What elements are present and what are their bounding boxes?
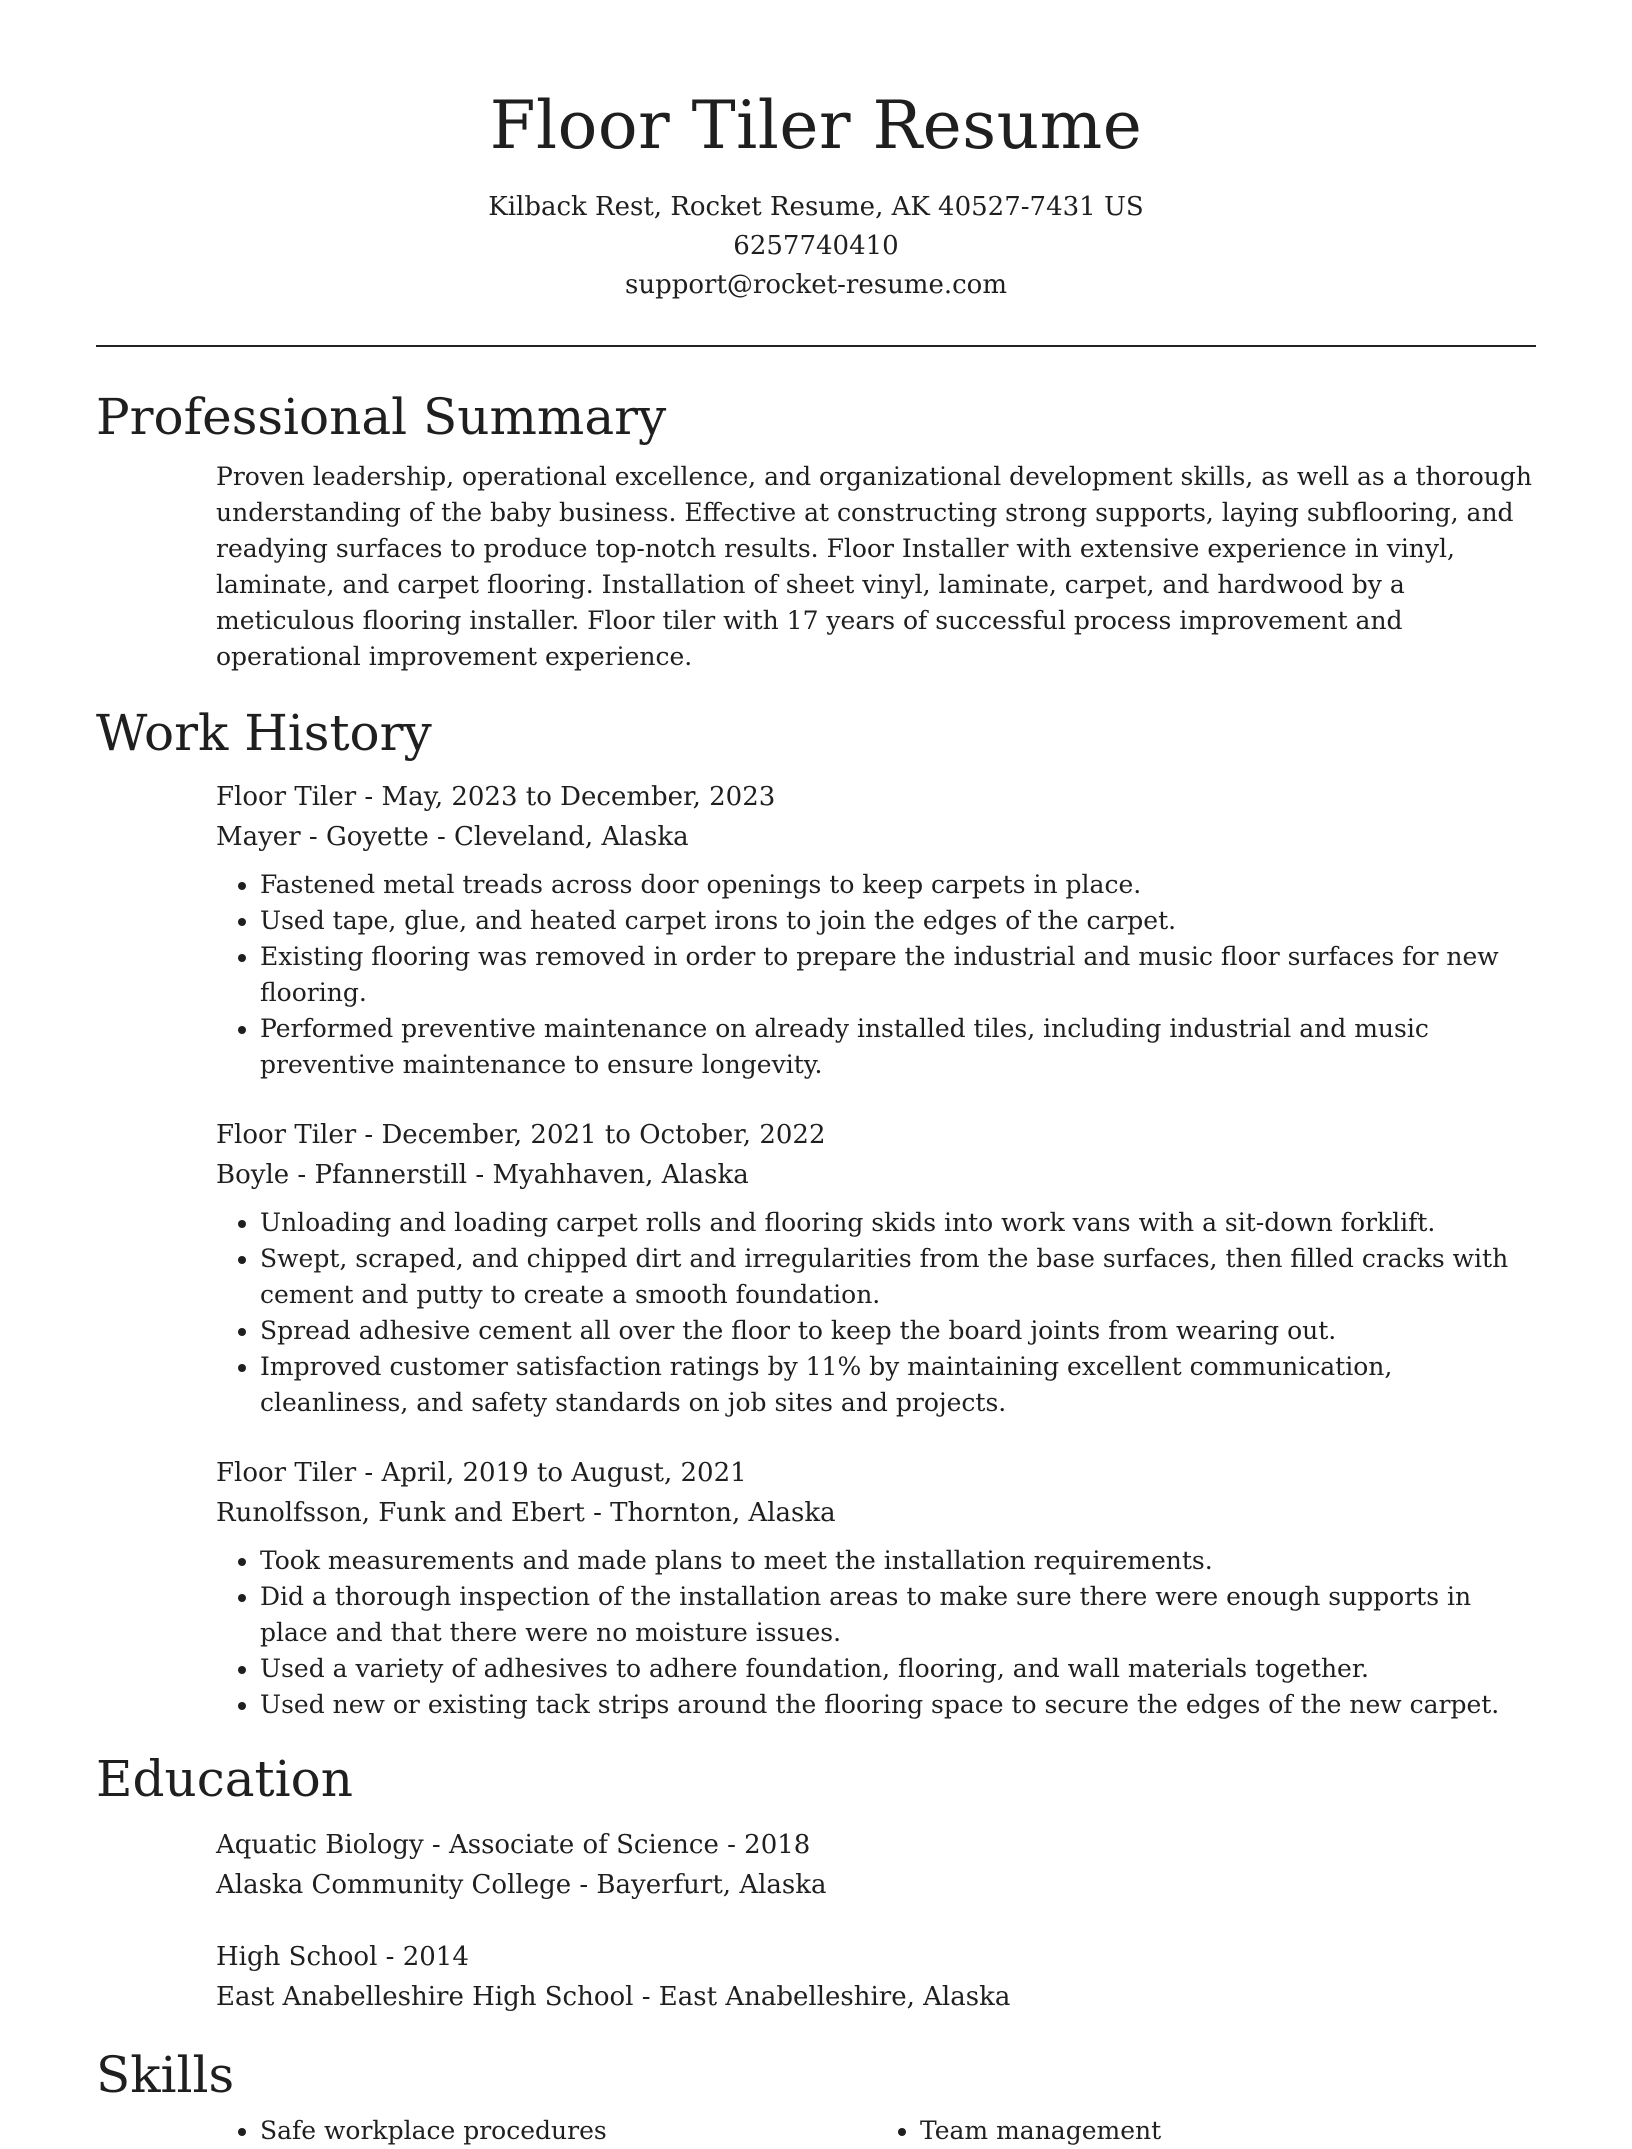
resume-header xyxy=(96,0,1536,305)
work-history-list xyxy=(216,777,1536,1723)
job-bullet: • Fastened metal treads across door openings to keep carpets in place. xyxy=(260,867,1536,903)
summary-section xyxy=(96,387,1536,675)
job-heading: Floor Tiler - December, 2021 to October, 2022 xyxy=(216,1120,826,1150)
skills-section xyxy=(96,2045,1536,2149)
job-bullet: • Unloading and loading carpet rolls and flooring skids into work vans with a sit-down forklift. xyxy=(260,1205,1536,1241)
skills-title: Skills xyxy=(96,2046,235,2104)
job-bullet: • Improved customer satisfaction ratings by 11% by maintaining excellent communication, cleanliness, and safety standards on job sites and projects. xyxy=(260,1349,1536,1421)
job-bullets xyxy=(216,1543,1536,1723)
job-employer: Boyle - Pfannerstill - Myahhaven, Alaska xyxy=(216,1160,749,1190)
job-employer: Runolfsson, Funk and Ebert - Thornton, Alaska xyxy=(216,1498,836,1528)
education-entry xyxy=(216,1825,1536,1905)
education-title: Education xyxy=(96,1750,353,1808)
job-bullet: • Took measurements and made plans to meet the installation requirements. xyxy=(260,1543,1536,1579)
job-bullet: • Used a variety of adhesives to adhere foundation, flooring, and wall materials together. xyxy=(260,1651,1536,1687)
job-bullet: • Did a thorough inspection of the installation areas to make sure there were enough supports in place and that there were no moisture issues. xyxy=(260,1579,1536,1651)
education-degree: High School - 2014 xyxy=(216,1942,469,1972)
skill-item: • Safe workplace procedures xyxy=(260,2113,876,2149)
job-bullet: • Spread adhesive cement all over the floor to keep the board joints from wearing out. xyxy=(260,1313,1536,1349)
work-history-section xyxy=(96,703,1536,1723)
job-entry xyxy=(216,777,1536,1083)
job-bullet: • Swept, scraped, and chipped dirt and irregularities from the base surfaces, then filled cracks with cement and putty to create a smooth foundation. xyxy=(260,1241,1536,1313)
job-bullets xyxy=(216,1205,1536,1421)
work-history-title: Work History xyxy=(96,704,432,762)
job-entry xyxy=(216,1115,1536,1421)
education-school: East Anabelleshire High School - East Anabelleshire, Alaska xyxy=(216,1982,1011,2012)
job-heading: Floor Tiler - April, 2019 to August, 2021 xyxy=(216,1458,747,1488)
job-bullets xyxy=(216,867,1536,1083)
resume-page xyxy=(96,0,1536,2149)
education-school: Alaska Community College - Bayerfurt, Alaska xyxy=(216,1870,827,1900)
header-divider xyxy=(96,345,1536,347)
skills-column-left xyxy=(216,2113,876,2149)
summary-title: Professional Summary xyxy=(96,388,667,446)
contact-email: support@rocket-resume.com xyxy=(624,270,1007,300)
job-bullet: • Performed preventive maintenance on already installed tiles, including industrial and music preventive maintenance to ensure longevity. xyxy=(260,1011,1536,1083)
job-entry xyxy=(216,1453,1536,1723)
job-bullet: • Used new or existing tack strips around the flooring space to secure the edges of the new carpet. xyxy=(260,1687,1536,1723)
job-employer: Mayer - Goyette - Cleveland, Alaska xyxy=(216,822,689,852)
contact-block xyxy=(96,188,1536,305)
education-degree: Aquatic Biology - Associate of Science - 2018 xyxy=(216,1830,811,1860)
contact-phone: 6257740410 xyxy=(733,231,899,261)
skill-item: • Team management xyxy=(920,2113,1536,2149)
job-bullet: • Existing flooring was removed in order to prepare the industrial and music floor surfaces for new flooring. xyxy=(260,939,1536,1011)
education-list xyxy=(216,1825,1536,2017)
skills-column-right xyxy=(876,2113,1536,2149)
resume-title: Floor Tiler Resume xyxy=(489,87,1143,164)
contact-address: Kilback Rest, Rocket Resume, AK 40527-7431 US xyxy=(488,192,1144,222)
skills-grid xyxy=(216,2113,1536,2149)
summary-text: Proven leadership, operational excellence, and organizational development skills, as well as a thorough understanding of the baby business. Effective at constructing strong supports, laying subflooring, and readying surfaces to produce top-notch results. Floor Installer with extensive experience in vinyl, laminate, and carpet flooring. Installation of sheet vinyl, laminate, carpet, and hardwood by a meticulous flooring installer. Floor tiler with 17 years of successful process improvement and operational improvement experience. xyxy=(216,462,1532,671)
job-bullet: • Used tape, glue, and heated carpet irons to join the edges of the carpet. xyxy=(260,903,1536,939)
education-entry xyxy=(216,1937,1536,2017)
education-section xyxy=(96,1749,1536,2017)
job-heading: Floor Tiler - May, 2023 to December, 2023 xyxy=(216,782,776,812)
